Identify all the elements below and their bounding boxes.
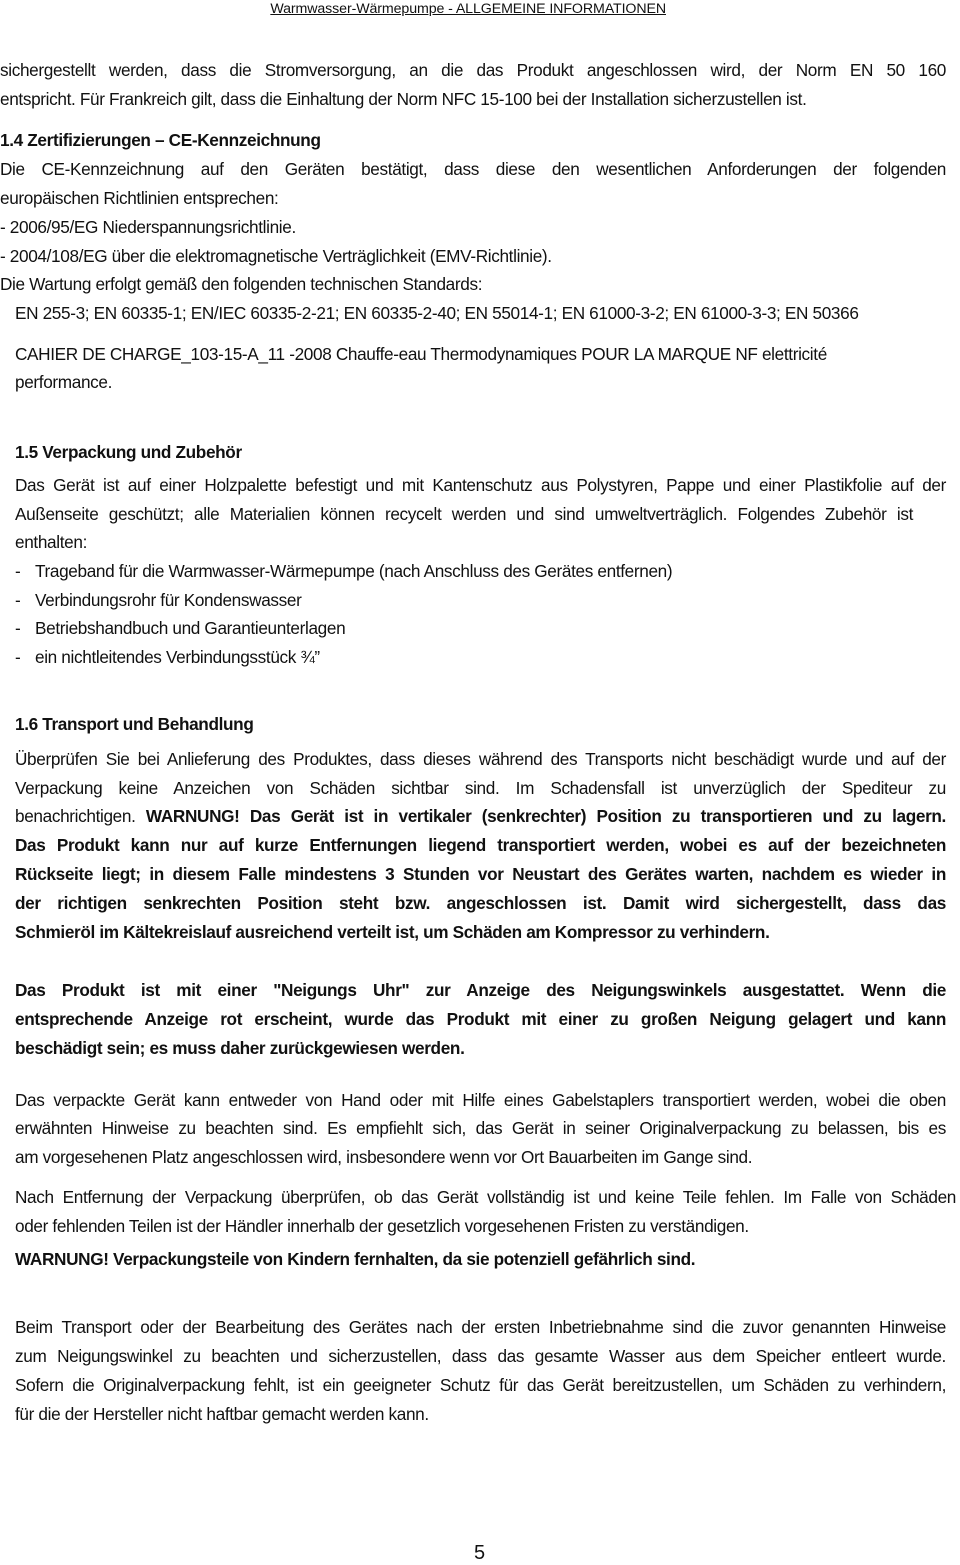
- retransport-line-4: für die der Hersteller nicht haftbar gemacht werden kann.: [15, 1404, 429, 1424]
- accessory-item-text: ein nichtleitendes Verbindungsstück ¾”: [35, 647, 320, 667]
- accessory-item: [15, 557, 672, 586]
- accessory-item-text: Trageband für die Warmwasser-Wärmepumpe (nach Anschluss des Gerätes entfernen): [35, 561, 673, 581]
- list-dash: -: [15, 618, 21, 638]
- transport-p1-line-7: Schmieröl im Kältekreislauf ausreichend verteilt ist, um Schäden am Kompressor zu verhindern.: [15, 922, 770, 942]
- accessory-item: [15, 586, 301, 615]
- section-1-5-text-line-3: enthalten:: [15, 532, 87, 552]
- retransport-line-1: Beim Transport oder der Bearbeitung des Gerätes nach der ersten Inbetriebnahme sind die zuvor genannten Hinweise: [15, 1317, 946, 1337]
- list-dash: -: [15, 590, 21, 610]
- section-1-6-heading: 1.6 Transport und Behandlung: [15, 714, 254, 734]
- directive-item-1: - 2006/95/EG Niederspannungsrichtlinie.: [0, 217, 296, 237]
- page-header: Warmwasser-Wärmepumpe - ALLGEMEINE INFORMATIONEN: [270, 1, 666, 17]
- transport-p1-line-6: der richtigen senkrechten Position steht bzw. angeschlossen ist. Damit wird sichergestellt, dass das: [15, 893, 946, 913]
- section-1-4-text-line-1: Die CE-Kennzeichnung auf den Geräten bestätigt, dass diese den wesentlichen Anforderungen der folgenden: [0, 159, 946, 179]
- warning-vertical-transport: WARNUNG! Das Gerät ist in vertikaler (senkrechter) Position zu transportieren und zu lagern.: [145, 806, 946, 826]
- intro-line-2: entspricht. Für Frankreich gilt, dass die Einhaltung der Norm NFC 15-100 bei der Installation sicherzustellen ist.: [0, 89, 807, 109]
- tilt-clock-line-3: beschädigt sein; es muss daher zurückgewiesen werden.: [15, 1038, 465, 1058]
- unpacking-line-1: Nach Entfernung der Verpackung überprüfen, ob das Gerät vollständig ist und keine Teile fehlen. Im Falle von Schäden: [15, 1187, 956, 1207]
- page-number: 5: [474, 1542, 486, 1564]
- transport-p1-line-3: [15, 802, 946, 831]
- accessory-item-text: Verbindungsrohr für Kondenswasser: [35, 590, 302, 610]
- section-1-5-heading: 1.5 Verpackung und Zubehör: [15, 442, 242, 462]
- accessory-item: [15, 614, 345, 643]
- transport-p1-line-2: Verpackung keine Anzeichen von Schäden sichtbar sind. Im Schadensfall ist unverzüglich der Spediteur zu: [15, 778, 946, 798]
- cahier-line-1: CAHIER DE CHARGE_103-15-A_11 -2008 Chauffe-eau Thermodynamiques POUR LA MARQUE NF elettricité: [15, 344, 827, 364]
- list-dash: -: [15, 561, 21, 581]
- intro-line-1: sichergestellt werden, dass die Stromversorgung, an die das Produkt angeschlossen wird, der Norm EN 50 160: [0, 60, 946, 80]
- handling-line-2: erwähnten Hinweise zu beachten sind. Es empfiehlt sich, das Gerät in seiner Originalverpackung zu belassen, bis es: [15, 1118, 946, 1138]
- standards-list: EN 255-3; EN 60335-1; EN/IEC 60335-2-21; EN 60335-2-40; EN 55014-1; EN 61000-3-2; EN 61000-3-3; EN 50366: [15, 303, 859, 323]
- retransport-line-2: zum Neigungswinkel zu beachten und sicherzustellen, dass das gesamte Wasser aus dem Speicher entleert wurde.: [15, 1346, 946, 1366]
- retransport-line-3: Sofern die Originalverpackung fehlt, ist ein geeigneter Schutz für das Gerät bereitzustellen, um Schäden zu verhindern,: [15, 1375, 946, 1395]
- transport-p1-line-5: Rückseite liegt; in diesem Falle mindestens 3 Stunden vor Neustart des Gerätes warten, nachdem es wieder in: [15, 864, 946, 884]
- handling-line-1: Das verpackte Gerät kann entweder von Hand oder mit Hilfe eines Gabelstaplers transportiert werden, wobei die oben: [15, 1090, 946, 1110]
- transport-p1-line-4: Das Produkt kann nur auf kurze Entfernungen liegend transportiert werden, wobei es auf der bezeichneten: [15, 835, 946, 855]
- section-1-4-heading: 1.4 Zertifizierungen – CE-Kennzeichnung: [0, 130, 321, 150]
- list-dash: -: [15, 647, 21, 667]
- warning-packaging-children: WARNUNG! Verpackungsteile von Kindern fernhalten, da sie potenziell gefährlich sind.: [15, 1249, 696, 1269]
- section-1-5-text-line-2: Außenseite geschützt; alle Materialien können recycelt werden und sind umweltverträglich. Folgendes Zubehör ist: [15, 504, 913, 524]
- transport-p1-line-3-normal: benachrichtigen.: [15, 806, 146, 826]
- accessory-item-text: Betriebshandbuch und Garantieunterlagen: [35, 618, 346, 638]
- cahier-line-2: performance.: [15, 372, 113, 392]
- unpacking-line-2: oder fehlenden Teilen ist der Händler innerhalb der gesetzlich vorgesehenen Fristen zu verständigen.: [15, 1216, 749, 1236]
- section-1-4-text-line-2: europäischen Richtlinien entsprechen:: [0, 188, 279, 208]
- directive-item-2: - 2004/108/EG über die elektromagnetische Verträglichkeit (EMV-Richtlinie).: [0, 246, 552, 266]
- standards-intro: Die Wartung erfolgt gemäß den folgenden technischen Standards:: [0, 274, 483, 294]
- transport-p1-line-1: Überprüfen Sie bei Anlieferung des Produktes, dass dieses während des Transports nicht beschädigt wurde und auf der: [15, 749, 946, 769]
- tilt-clock-line-2: entsprechende Anzeige rot erscheint, wurde das Produkt mit einer zu großen Neigung gelagert und kann: [15, 1009, 946, 1029]
- handling-line-3: am vorgesehenen Platz angeschlossen wird, insbesondere wenn vor Ort Bauarbeiten im Gange sind.: [15, 1147, 753, 1167]
- accessory-item: [15, 643, 320, 672]
- section-1-5-text-line-1: Das Gerät ist auf einer Holzpalette befestigt und mit Kantenschutz aus Polystyren, Pappe und einer Plastikfolie auf der: [15, 475, 946, 495]
- tilt-clock-line-1: Das Produkt ist mit einer "Neigungs Uhr" zur Anzeige des Neigungswinkels ausgestattet. Wenn die: [15, 980, 946, 1000]
